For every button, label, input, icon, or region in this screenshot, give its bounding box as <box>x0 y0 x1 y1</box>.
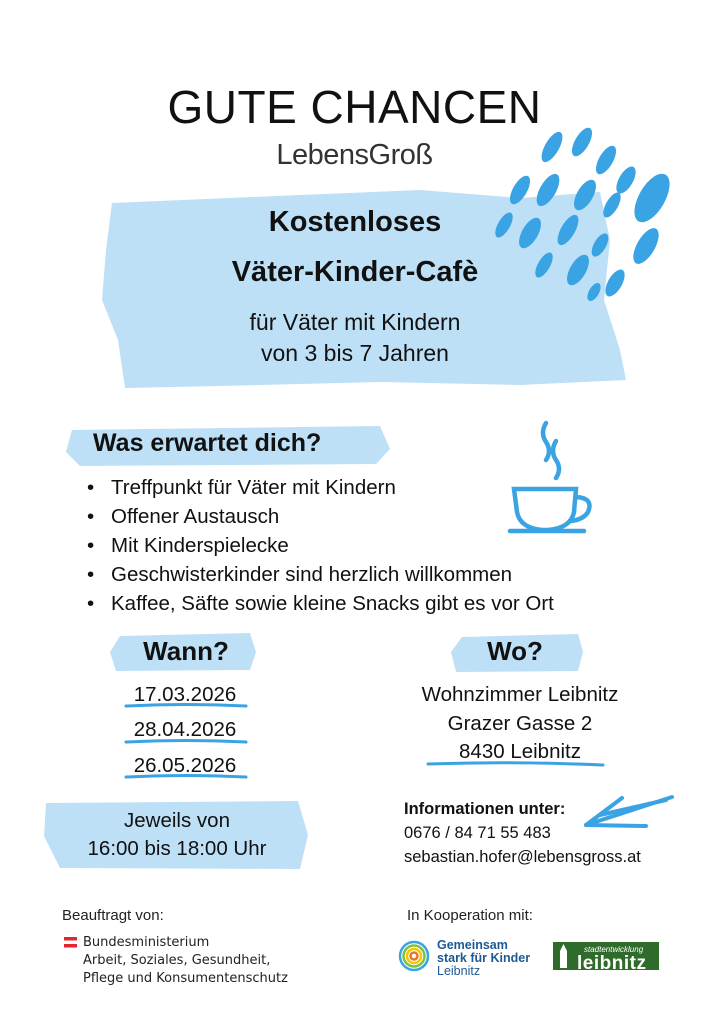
partner1-line-1: Gemeinsam <box>437 938 508 952</box>
when-heading: Wann? <box>143 636 229 666</box>
list-item: • Geschwisterkinder sind herzlich willkommen <box>87 560 554 589</box>
date-1: 17.03.2026 <box>133 683 237 706</box>
partner1-line-2: stark für Kinder <box>437 951 531 965</box>
list-item: • Offener Austausch <box>87 502 554 531</box>
intro-line-4: von 3 bis 7 Jahren <box>261 340 449 366</box>
brand-logo-text: LebensGroß <box>276 139 433 171</box>
ministry-line-2: Arbeit, Soziales, Gesundheit, <box>83 953 271 968</box>
list-item: • Treffpunkt für Väter mit Kindern <box>87 473 554 502</box>
rainbow-logo-icon <box>400 942 428 970</box>
info-heading: Informationen unter: <box>404 800 566 818</box>
info-phone: 0676 / 84 71 55 483 <box>404 824 551 842</box>
partner2-small-text: stadtentwicklung <box>584 945 644 954</box>
location-line-2: Grazer Gasse 2 <box>447 712 593 735</box>
where-heading: Wo? <box>487 636 543 666</box>
ministry-line-1: Bundesministerium <box>83 935 210 950</box>
time-line-1: Jeweils von <box>124 809 230 832</box>
location-line-1: Wohnzimmer Leibnitz <box>421 683 619 706</box>
date-2: 28.04.2026 <box>133 718 237 741</box>
ministry-line-3: Pflege und Konsumentenschutz <box>83 971 288 986</box>
date-3: 26.05.2026 <box>133 754 237 777</box>
list-item: • Kaffee, Säfte sowie kleine Snacks gibt es vor Ort <box>87 589 554 618</box>
commissioned-label: Beauftragt von: <box>62 907 164 924</box>
expect-list <box>87 473 554 618</box>
time-line-2: 16:00 bis 18:00 Uhr <box>87 837 267 860</box>
intro-line-1: Kostenloses <box>268 206 442 238</box>
info-email: sebastian.hofer@lebensgross.at <box>404 848 641 866</box>
arrow-icon <box>586 797 672 826</box>
page-title: GUTE CHANCEN <box>167 81 542 133</box>
list-item: • Mit Kinderspielecke <box>87 531 554 560</box>
austria-flag-icon <box>64 937 77 948</box>
intro-line-2: Väter-Kinder-Cafè <box>231 256 479 288</box>
location-line-3: 8430 Leibnitz <box>459 740 581 763</box>
expect-heading: Was erwartet dich? <box>93 429 322 457</box>
partner2-big-text: leibnitz <box>577 953 647 974</box>
cooperation-label: In Kooperation mit: <box>407 907 533 924</box>
intro-line-3: für Väter mit Kindern <box>249 309 461 335</box>
partner1-line-3: Leibnitz <box>437 964 481 978</box>
